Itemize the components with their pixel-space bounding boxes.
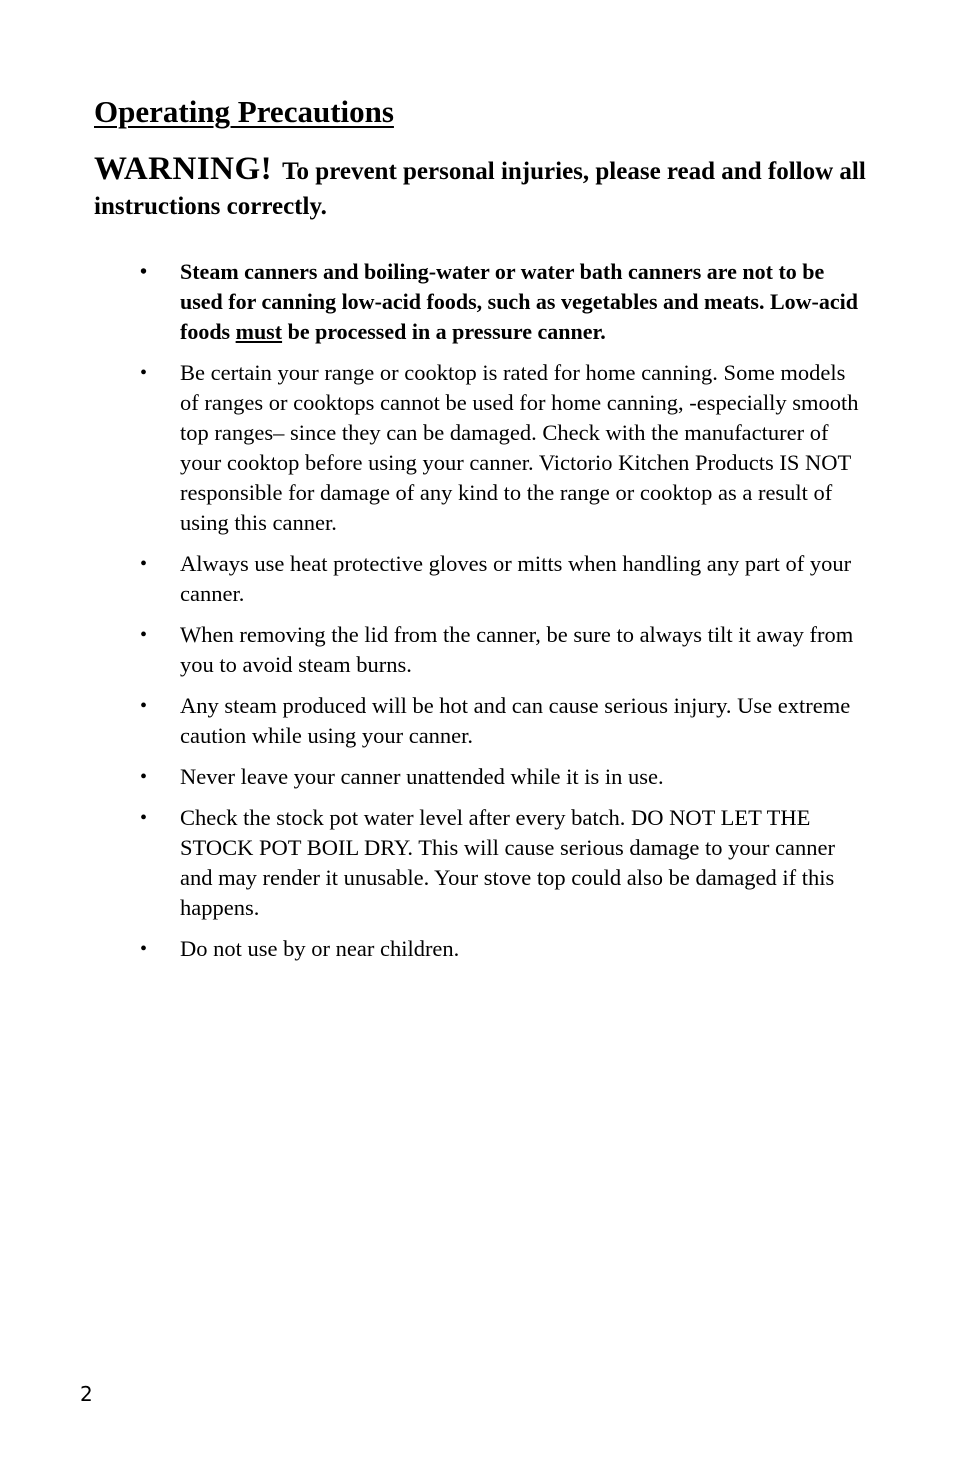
bullet-icon: •: [140, 261, 148, 283]
list-item-text: Never leave your canner unattended while it is in use.: [180, 764, 664, 789]
list-item: [136, 620, 866, 680]
list-item: [136, 358, 866, 538]
list-item: [136, 762, 866, 792]
list-item-text: When removing the lid from the canner, be sure to always tilt it away from you to avoid steam burns.: [180, 622, 854, 677]
warning-paragraph: [94, 152, 874, 224]
list-item-text: Be certain your range or cooktop is rated for home canning. Some models of ranges or cooktops cannot be used for home canning, -especially smooth top ranges– since they can be damaged. Check with the manufacturer of your cooktop before using your canner. Victorio Kitchen Products IS NOT responsible for damage of any kind to the range or cooktop as a result of using this canner.: [180, 360, 859, 535]
page-number: 2: [80, 1382, 93, 1406]
warning-text: To prevent personal injuries, please read and follow all instructions correctly.: [94, 158, 866, 220]
list-item: [136, 549, 866, 609]
bullet-icon: •: [140, 807, 148, 829]
list-item: [136, 803, 866, 923]
list-item: [136, 691, 866, 751]
bullet-icon: •: [140, 695, 148, 717]
list-item: [136, 257, 866, 347]
bullet-icon: •: [140, 624, 148, 646]
bullet-icon: •: [140, 553, 148, 575]
page-title: Operating Precautions: [94, 94, 394, 129]
bullet-icon: •: [140, 938, 148, 960]
list-item-text: Check the stock pot water level after every batch. DO NOT LET THE STOCK POT BOIL DRY. This will cause serious damage to your canner and may render it unusable. Your stove top could also be damaged if this happens.: [180, 805, 835, 920]
warning-label: WARNING!: [94, 151, 273, 187]
list-item: [136, 934, 866, 964]
emphasis-text: must: [235, 319, 283, 344]
list-item-text: Do not use by or near children.: [180, 936, 460, 961]
precautions-list: [136, 257, 866, 975]
list-item-text: Always use heat protective gloves or mitts when handling any part of your canner.: [180, 551, 852, 606]
list-item-text: be processed in a pressure canner.: [282, 319, 606, 344]
bullet-icon: •: [140, 766, 148, 788]
list-item-text: Any steam produced will be hot and can cause serious injury. Use extreme caution while using your canner.: [180, 693, 851, 748]
bullet-icon: •: [140, 362, 148, 384]
list-item-text: Steam canners and boiling-water or water bath canners are not to be used for canning low-acid foods, such as vegetables and meats. Low-acid foods: [180, 259, 858, 344]
